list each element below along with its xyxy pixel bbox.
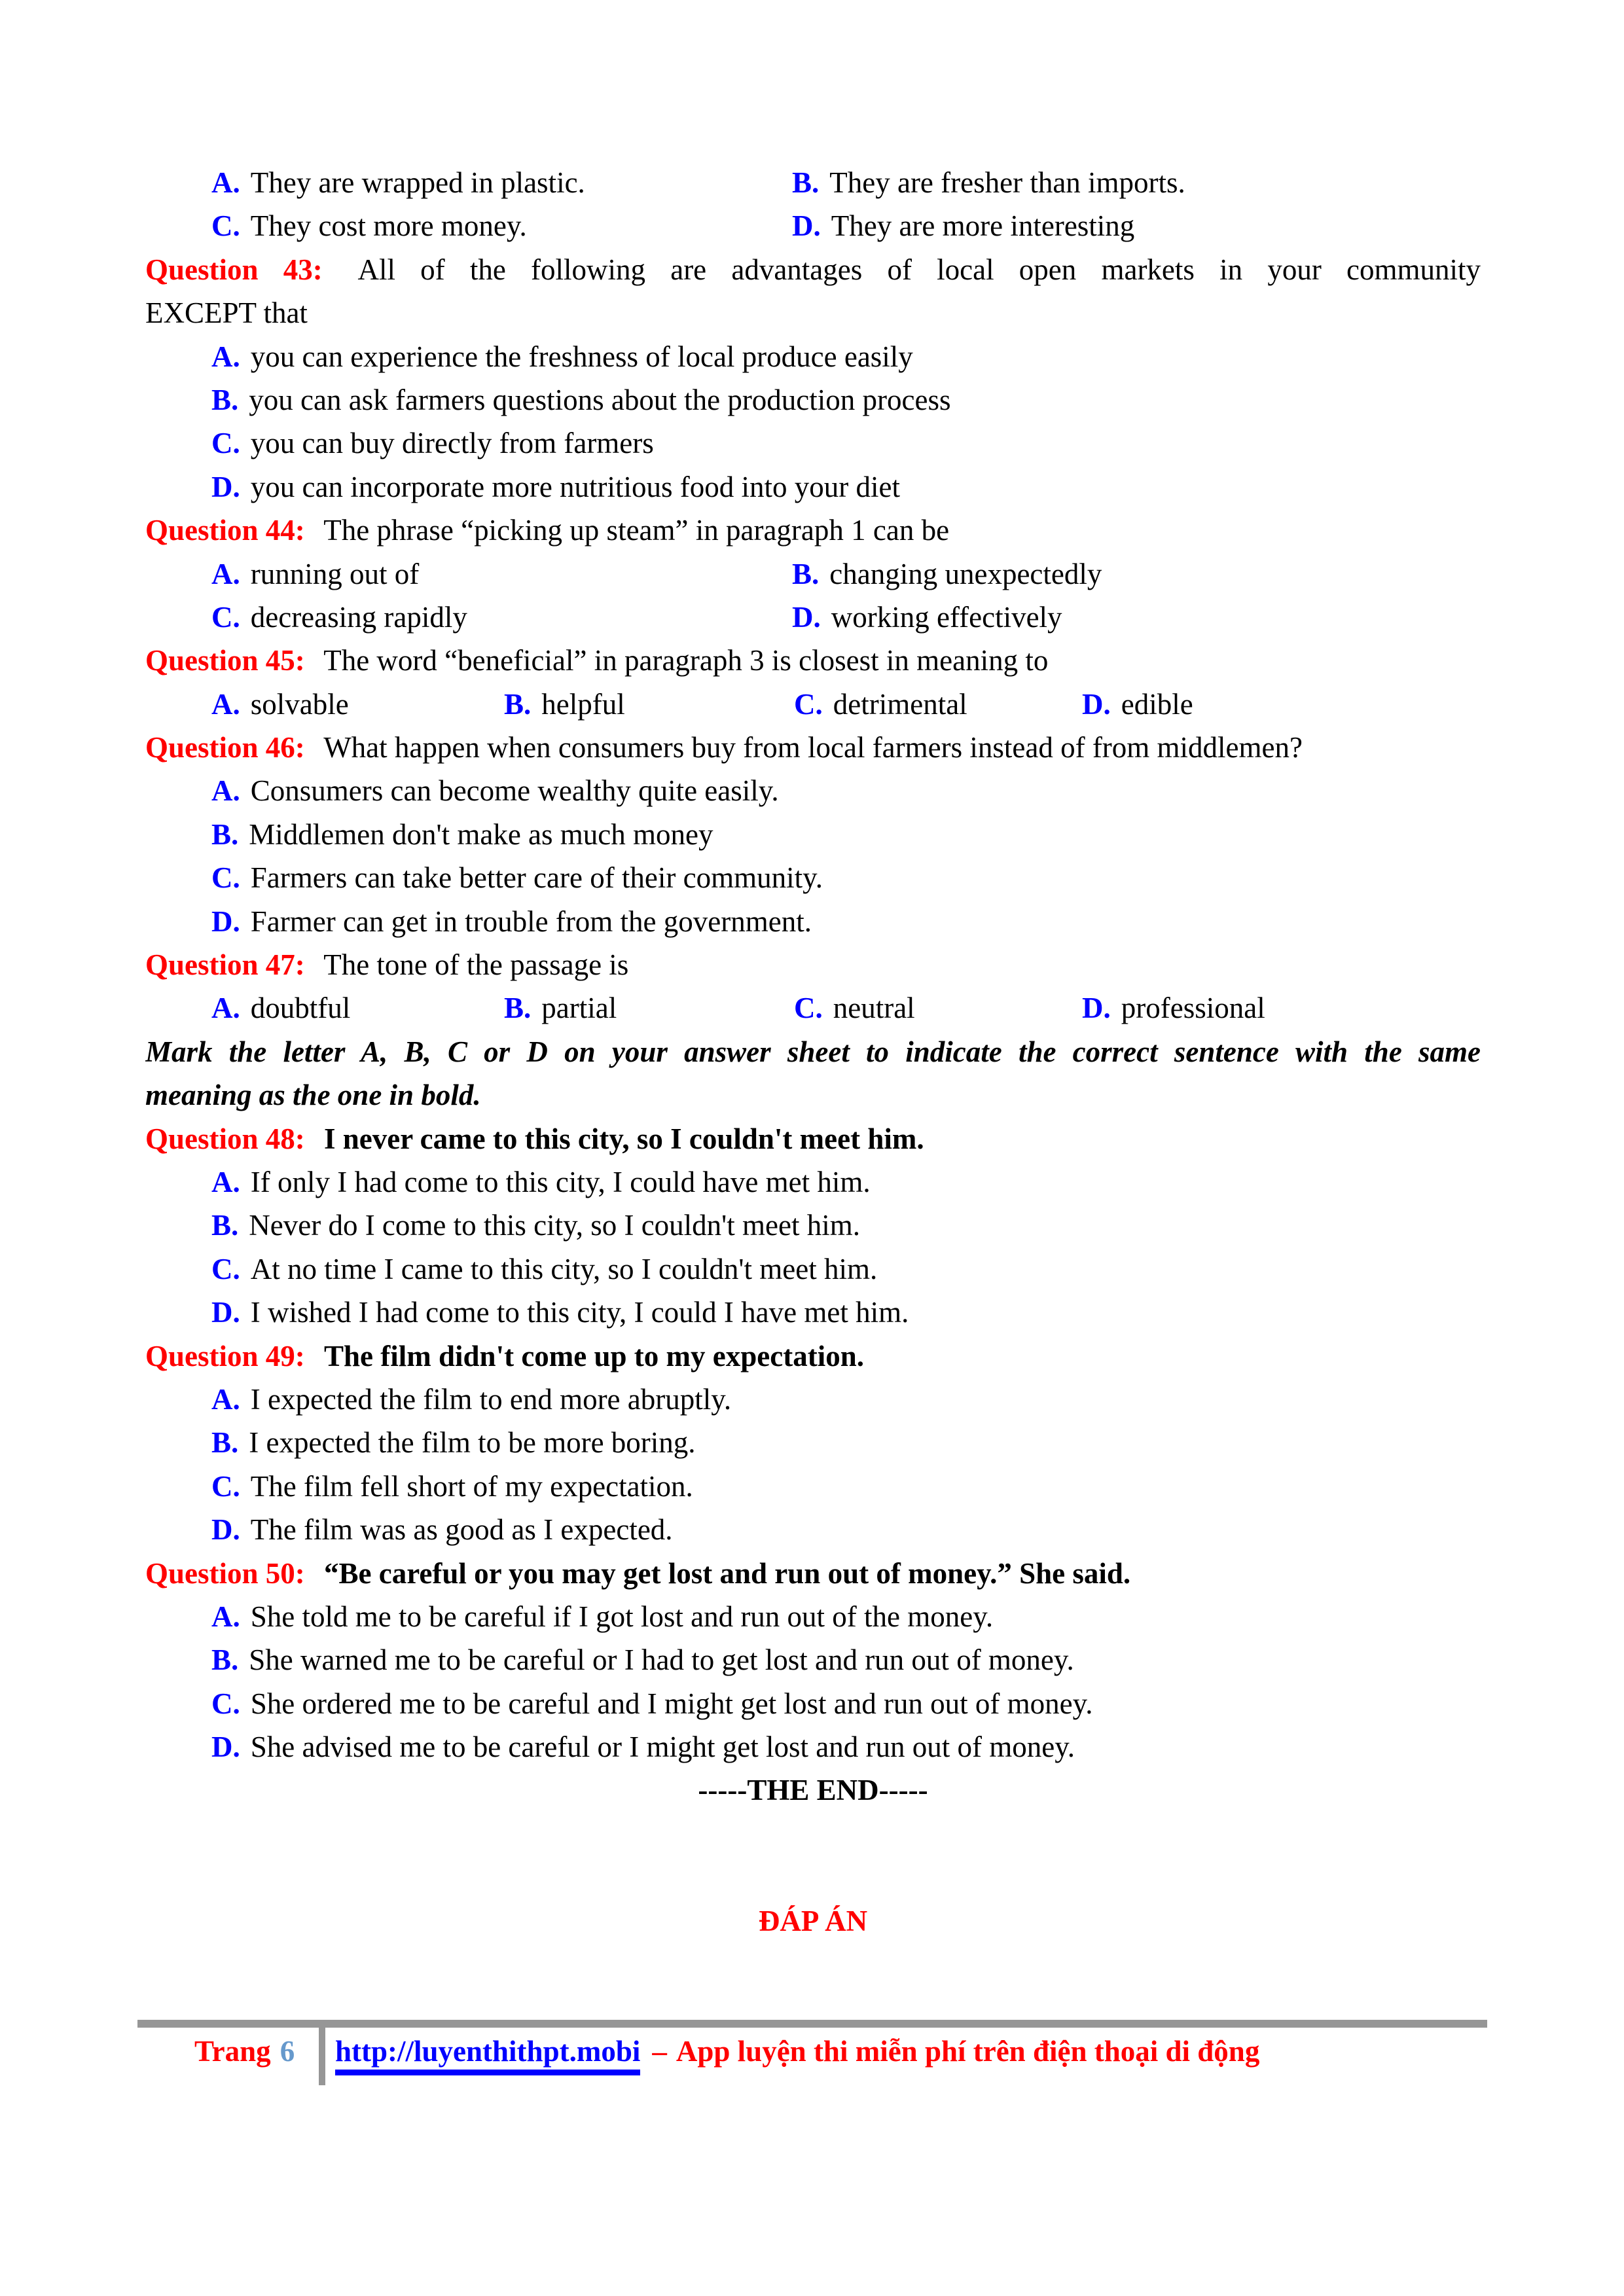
- option-b: [792, 161, 1185, 204]
- question-44-options-cd: [145, 596, 1481, 639]
- question-50-option-a: [145, 1595, 1481, 1638]
- option-letter: D.: [211, 1513, 240, 1547]
- question-50-stem-text: “Be careful or you may get lost and run out of money.” She said.: [324, 1556, 1131, 1590]
- question-49-option-a: [145, 1378, 1481, 1421]
- question-43-option-b: [145, 378, 1481, 422]
- option-text: I expected the film to end more abruptly.: [250, 1382, 732, 1416]
- question-46-option-d: [145, 900, 1481, 943]
- question-50-option-d: [145, 1725, 1481, 1768]
- option-letter: B.: [504, 687, 532, 721]
- question-48-stem: [145, 1117, 1481, 1160]
- answer-key-title: ĐÁP ÁN: [758, 1904, 868, 1937]
- question-45-stem: [145, 639, 1481, 682]
- option-letter: C.: [211, 1252, 240, 1285]
- footer-vertical-divider: [319, 2020, 325, 2085]
- option-text: She advised me to be careful or I might get lost and run out of money.: [250, 1731, 1075, 1764]
- question-46-label: Question 46:: [145, 731, 305, 764]
- option-text: Never do I come to this city, so I couldn't meet him.: [249, 1209, 860, 1242]
- question-44-options-ab: [145, 552, 1481, 596]
- question-44-stem: [145, 509, 1481, 552]
- question-44-label: Question 44:: [145, 514, 305, 547]
- option-letter: C.: [794, 687, 823, 721]
- option-text: I expected the film to be more boring.: [249, 1426, 696, 1460]
- question-46-stem: [145, 726, 1481, 769]
- option-text: neutral: [833, 992, 915, 1025]
- option-d-letter: D.: [792, 209, 821, 243]
- option-text: Middlemen don't make as much money: [249, 817, 713, 851]
- option-letter: B.: [211, 383, 239, 416]
- option-b-text: They are fresher than imports.: [829, 166, 1185, 199]
- option-c-text: They cost more money.: [250, 209, 527, 243]
- option-d-text: They are more interesting: [831, 209, 1135, 243]
- option-letter: D.: [1082, 992, 1111, 1025]
- question-45-label: Question 45:: [145, 644, 305, 677]
- option-text: detrimental: [833, 687, 967, 721]
- question-49-option-d: [145, 1508, 1481, 1551]
- option-text: I wished I had come to this city, I could I have met him.: [250, 1296, 909, 1329]
- option-letter: A.: [211, 774, 240, 808]
- option-text: She told me to be careful if I got lost and run out of the money.: [250, 1600, 994, 1633]
- instruction-line1: Mark the letter A, B, C or D on your answer sheet to indicate the correct sentence with the same: [145, 1035, 1481, 1068]
- question-49-stem-text: The film didn't come up to my expectation.: [324, 1339, 864, 1372]
- option-text: you can ask farmers questions about the production process: [249, 383, 951, 416]
- question-46-option-a: [145, 769, 1481, 812]
- option-letter: A.: [211, 687, 240, 721]
- question-43-stem-text: All of the following are advantages of local open markets in your community: [357, 253, 1481, 286]
- option-text: She ordered me to be careful and I might get lost and run out of money.: [250, 1687, 1093, 1720]
- option-text: doubtful: [250, 992, 351, 1025]
- option-a-text: They are wrapped in plastic.: [250, 166, 585, 199]
- option-letter: B.: [504, 992, 532, 1025]
- footer-tagline: App luyện thi miễn phí trên điện thoại di động: [676, 2035, 1260, 2068]
- option-letter: C.: [211, 861, 240, 895]
- the-end-line: [145, 1768, 1481, 1812]
- question-50-option-b: [145, 1638, 1481, 1681]
- option-letter: B.: [211, 817, 239, 851]
- option-letter: C.: [794, 992, 823, 1025]
- question-48-option-a: [145, 1160, 1481, 1204]
- option-text: edible: [1121, 687, 1193, 721]
- question-43-option-d: [145, 465, 1481, 509]
- option-letter: B.: [792, 557, 820, 590]
- question-46-option-b: [145, 813, 1481, 856]
- option-letter: A.: [211, 1165, 240, 1198]
- option-text: The film fell short of my expectation.: [250, 1469, 693, 1503]
- question-46-stem-text: What happen when consumers buy from local farmers instead of from middlemen?: [323, 731, 1303, 764]
- question-47-options: [145, 986, 1481, 1030]
- option-letter: A.: [211, 1600, 240, 1633]
- exam-content: [145, 161, 1481, 1943]
- question-48-option-b: [145, 1204, 1481, 1247]
- options-row-carryover-2: [145, 204, 1481, 247]
- option-c-letter: C.: [211, 209, 240, 243]
- option-letter: C.: [211, 1687, 240, 1720]
- footer-page-label: Trang: [194, 2035, 271, 2068]
- option-text: professional: [1121, 992, 1265, 1025]
- option-text: running out of: [250, 557, 420, 590]
- option-letter: D.: [211, 905, 240, 938]
- blank-line: [145, 1812, 1481, 1856]
- option-letter: D.: [792, 600, 821, 634]
- question-49-option-b: [145, 1421, 1481, 1464]
- footer-page-number: 6: [280, 2035, 295, 2068]
- option-letter: B.: [211, 1426, 239, 1460]
- option-letter: C.: [211, 600, 240, 634]
- option-letter: A.: [211, 992, 240, 1025]
- question-47-label: Question 47:: [145, 948, 305, 982]
- instruction-line2: meaning as the one in bold.: [145, 1079, 481, 1112]
- question-49-stem: [145, 1335, 1481, 1378]
- answer-key-title-line: [145, 1899, 1481, 1943]
- footer-separator: –: [652, 2035, 667, 2068]
- option-text: Farmers can take better care of their community.: [250, 861, 823, 895]
- option-letter: A.: [211, 340, 240, 373]
- question-50-stem: [145, 1552, 1481, 1595]
- question-45-options: [145, 683, 1481, 726]
- option-letter: D.: [211, 1731, 240, 1764]
- footer-site-link[interactable]: http://luyenthithpt.mobi: [335, 2034, 640, 2075]
- question-49-label: Question 49:: [145, 1339, 305, 1372]
- option-text: changing unexpectedly: [829, 557, 1102, 590]
- option-a-letter: A.: [211, 166, 240, 199]
- the-end-text: -----THE END-----: [698, 1774, 928, 1807]
- option-text: you can incorporate more nutritious food into your diet: [250, 470, 901, 503]
- option-text: partial: [541, 992, 617, 1025]
- footer-page-indicator: [194, 2034, 295, 2068]
- option-c: [211, 204, 527, 247]
- footer-horizontal-divider: [137, 2020, 1487, 2028]
- question-45-stem-text: The word “beneficial” in paragraph 3 is closest in meaning to: [323, 644, 1049, 677]
- option-letter: A.: [211, 557, 240, 590]
- question-48-stem-text: I never came to this city, so I couldn't meet him.: [324, 1122, 924, 1155]
- option-text: decreasing rapidly: [250, 600, 467, 634]
- option-text: helpful: [541, 687, 625, 721]
- option-letter: B.: [211, 1643, 239, 1677]
- option-b-letter: B.: [792, 166, 820, 199]
- question-50-label: Question 50:: [145, 1556, 305, 1590]
- option-letter: C.: [211, 427, 240, 460]
- option-letter: B.: [211, 1209, 239, 1242]
- option-text: She warned me to be careful or I had to get lost and run out of money.: [249, 1643, 1074, 1677]
- footer-branding: [335, 2034, 1259, 2075]
- question-43-stem-text2: EXCEPT that: [145, 296, 308, 330]
- question-43-label: Question 43:: [145, 253, 323, 286]
- option-letter: D.: [211, 470, 240, 503]
- question-50-option-c: [145, 1682, 1481, 1725]
- question-43-stem-line1: [145, 248, 1481, 291]
- question-43-option-c: [145, 422, 1481, 465]
- option-text: you can experience the freshness of local produce easily: [250, 340, 913, 373]
- option-d: [792, 204, 1134, 247]
- question-47-stem-text: The tone of the passage is: [323, 948, 629, 982]
- question-43-stem-line2: [145, 291, 1481, 334]
- option-a: [211, 161, 585, 204]
- option-text: Consumers can become wealthy quite easily.: [250, 774, 779, 808]
- question-46-option-c: [145, 856, 1481, 899]
- option-text: If only I had come to this city, I could have met him.: [250, 1165, 871, 1198]
- question-47-stem: [145, 943, 1481, 986]
- option-text: solvable: [250, 687, 349, 721]
- question-48-option-d: [145, 1291, 1481, 1334]
- option-text: At no time I came to this city, so I couldn't meet him.: [250, 1252, 878, 1285]
- question-48-option-c: [145, 1247, 1481, 1291]
- question-44-stem-text: The phrase “picking up steam” in paragraph 1 can be: [323, 514, 950, 547]
- option-letter: A.: [211, 1382, 240, 1416]
- option-text: Farmer can get in trouble from the government.: [250, 905, 812, 938]
- question-48-label: Question 48:: [145, 1122, 305, 1155]
- option-text: The film was as good as I expected.: [250, 1513, 673, 1547]
- option-letter: C.: [211, 1469, 240, 1503]
- blank-line: [145, 1856, 1481, 1899]
- option-letter: D.: [1082, 687, 1111, 721]
- question-43-option-a: [145, 335, 1481, 378]
- options-row-carryover-1: [145, 161, 1481, 204]
- option-text: you can buy directly from farmers: [250, 427, 654, 460]
- option-text: working effectively: [831, 600, 1062, 634]
- option-letter: D.: [211, 1296, 240, 1329]
- question-49-option-c: [145, 1465, 1481, 1508]
